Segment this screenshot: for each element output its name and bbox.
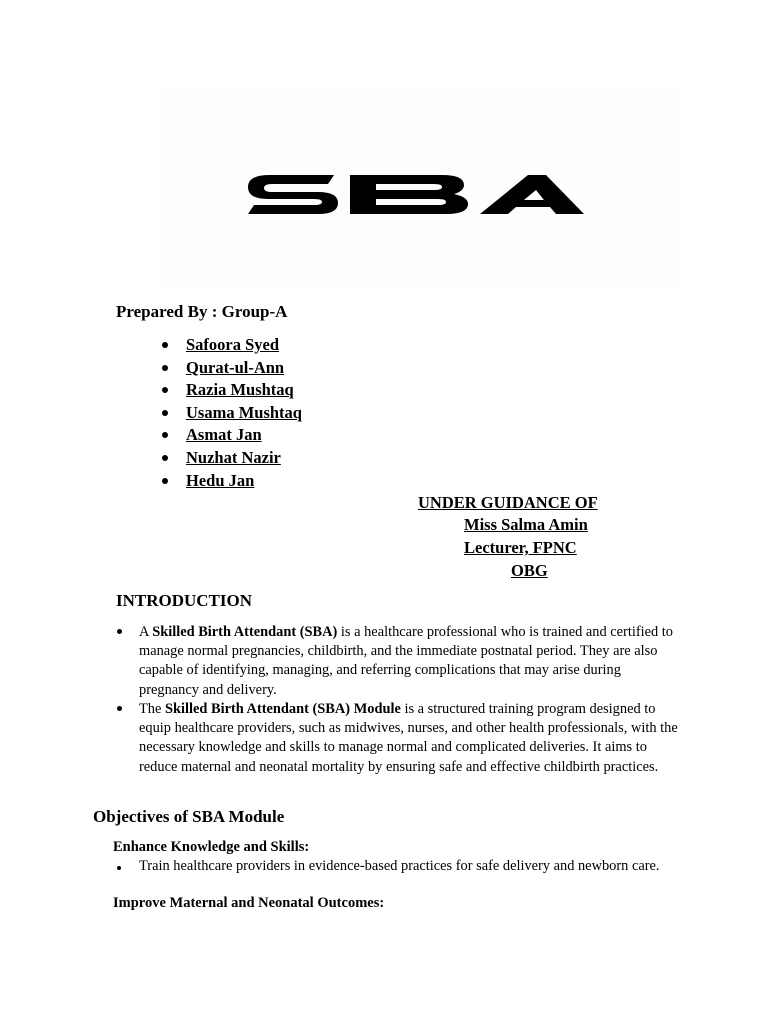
intro-paragraph-2 <box>139 700 679 777</box>
bullet-icon <box>162 455 168 461</box>
introduction-heading: INTRODUCTION <box>116 591 253 610</box>
objective-subheading-1: Enhance Knowledge and Skills: <box>113 839 310 855</box>
bullet-icon <box>162 365 168 371</box>
member-item <box>160 379 302 402</box>
member-item <box>160 402 302 425</box>
bullet-icon <box>162 432 168 438</box>
logo-letter-s <box>248 175 338 214</box>
guidance-name: Miss Salma Amin <box>464 515 588 534</box>
member-item <box>160 357 302 380</box>
logo-letter-b <box>350 175 468 214</box>
prepared-by: Prepared By : Group-A <box>116 302 288 321</box>
guidance-role: Lecturer, FPNC <box>464 538 577 557</box>
intro-paragraph-1 <box>139 623 679 700</box>
bullet-icon <box>162 387 168 393</box>
member-list <box>160 334 302 492</box>
logo-area <box>160 88 680 288</box>
member-name: Asmat Jan <box>186 425 262 445</box>
objectives-heading: Objectives of SBA Module <box>93 807 285 826</box>
bullet-icon <box>162 410 168 416</box>
member-item <box>160 470 302 493</box>
member-name: Nuzhat Nazir <box>186 447 281 467</box>
objective-subheading-2: Improve Maternal and Neonatal Outcomes: <box>113 895 385 911</box>
bullet-icon <box>117 866 121 870</box>
member-name: Hedu Jan <box>186 470 255 490</box>
guidance-dept: OBG <box>511 561 548 580</box>
member-item <box>160 424 302 447</box>
logo-letter-a <box>480 175 584 214</box>
bullet-icon <box>162 478 168 484</box>
member-name: Safoora Syed <box>186 335 280 354</box>
sba-logo <box>246 172 586 220</box>
text-run: The <box>139 701 165 717</box>
bullet-icon <box>162 342 168 348</box>
member-name: Razia Mushtaq <box>186 380 294 400</box>
text-run: A <box>139 624 153 640</box>
bullet-icon <box>117 629 122 634</box>
member-item <box>160 447 302 470</box>
bold-term: Skilled Birth Attendant (SBA) <box>152 624 338 640</box>
member-name: Usama Mushtaq <box>186 402 302 422</box>
text-run: is a healthcare professional who is trained and certified to manage normal pregnancies, childbirth, and the immediate postnatal period. They are also capable of identifying, managing, and referring complications that may arise during pregnancy and delivery. <box>139 624 673 698</box>
text-run: is a structured training program designed to equip healthcare providers, such as midwives, nurses, and other health professionals, with the necessary knowledge and skills to manage normal and complicated deliveries. It aims to reduce maternal and neonatal mortality by ensuring safe and effective childbirth practices. <box>139 701 678 775</box>
bullet-icon <box>117 706 122 711</box>
member-item <box>160 334 302 357</box>
objective-item-1: Train healthcare providers in evidence-based practices for safe delivery and newborn care. <box>139 858 660 874</box>
bold-term: Skilled Birth Attendant (SBA) Module <box>164 701 401 717</box>
guidance-heading: UNDER GUIDANCE OF <box>418 493 598 512</box>
member-name: Qurat-ul-Ann <box>186 357 285 377</box>
